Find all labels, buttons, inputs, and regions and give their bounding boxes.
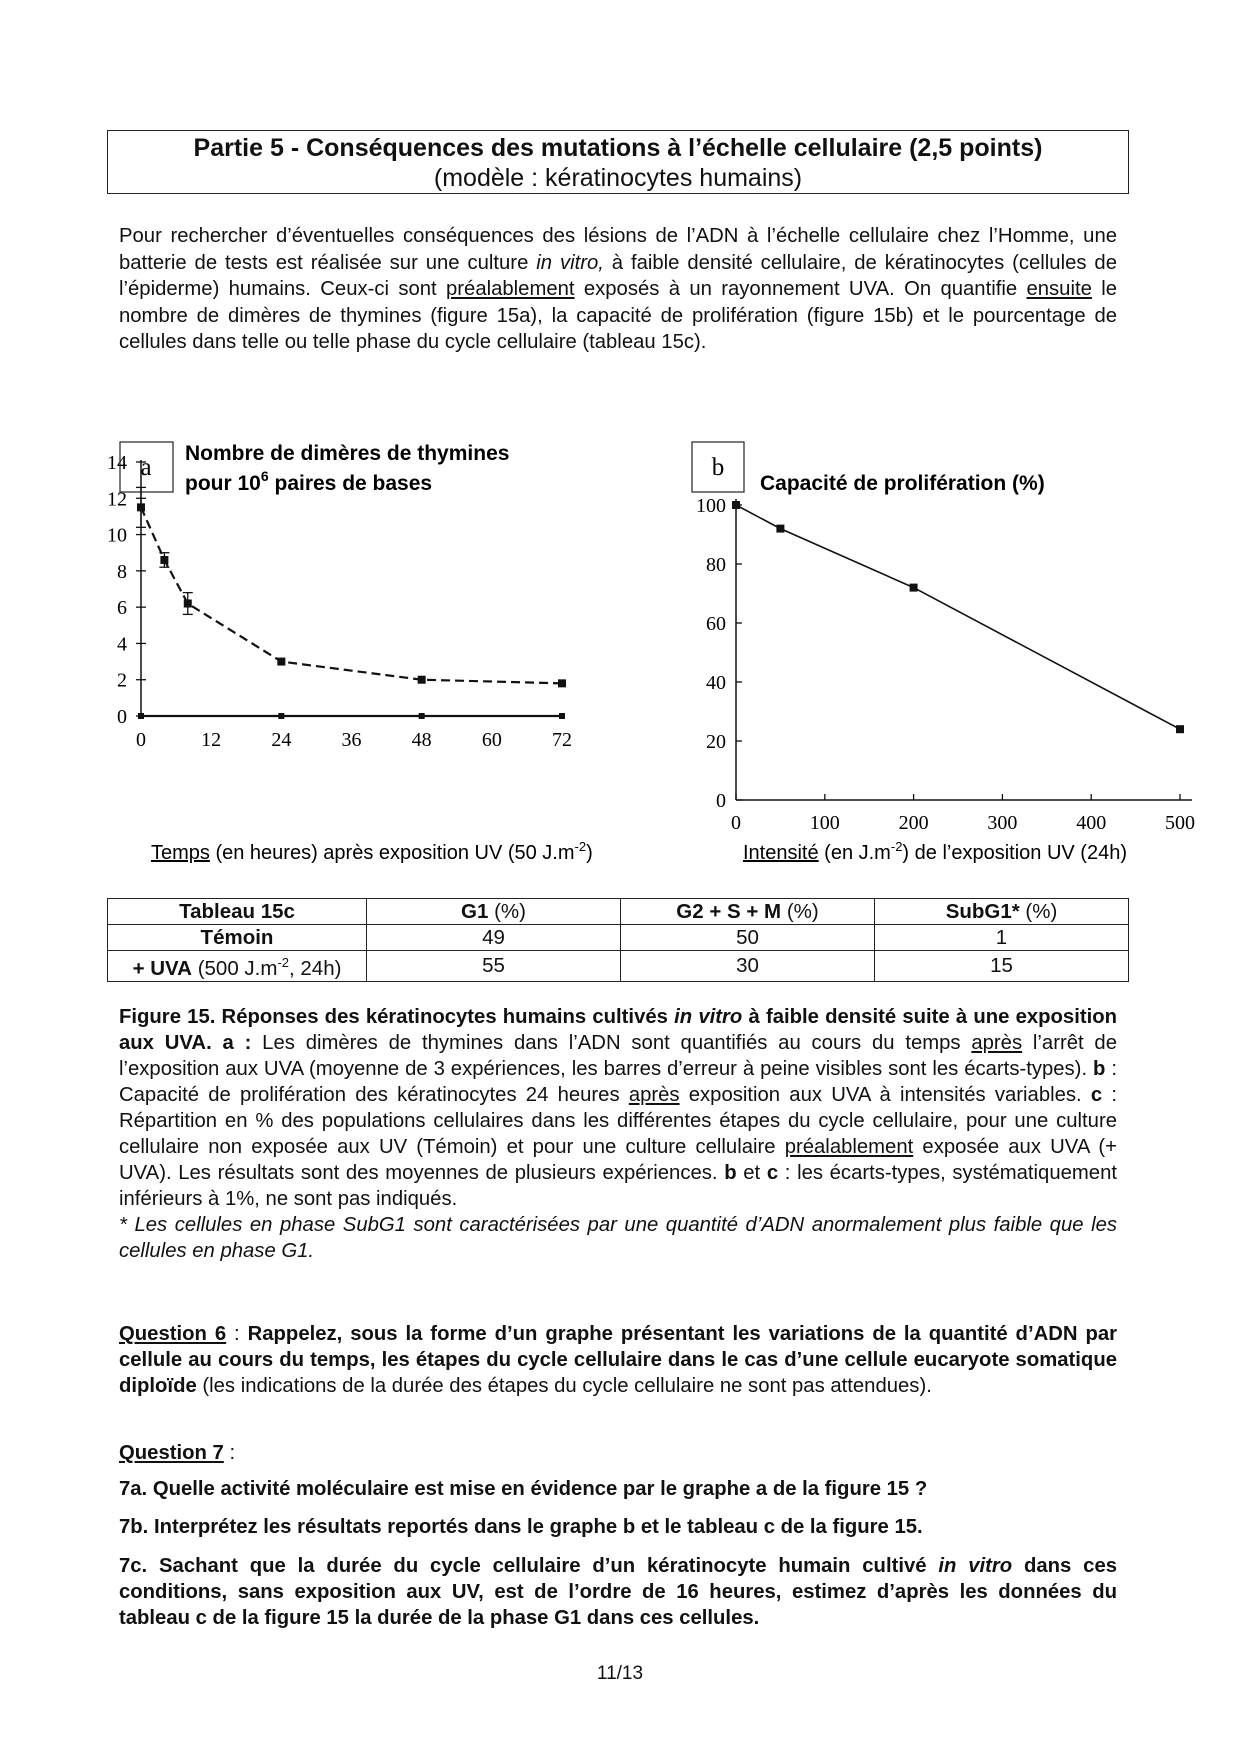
table-cell: 1 [875,925,1129,951]
table-header-cell: G1 (%) [367,899,621,925]
data-point [278,713,284,719]
intro-italic: in vitro, [536,251,604,274]
x-tick-label: 60 [481,729,502,751]
panel-label: b [711,454,725,481]
part-title-box [107,130,1129,194]
chart-a [107,430,675,870]
chart-a-xlabel: Temps (en heures) après exposition UV (50 $J.m^{-2}$) [151,839,593,864]
table-row-label: Témoin [108,925,367,951]
intro-text: Pour rechercher d’éventuelles conséquences des lésions de l’ADN à l’échelle cellulaire chez l’Homme, une batterie de tests est réalisée sur une culture [119,225,1117,274]
table-row [108,951,1129,982]
data-point [418,676,426,684]
y-tick-label: 80 [706,554,726,576]
table-header-cell: SubG1* (%) [875,899,1129,925]
intro-text: exposés à un rayonnement UVA. On quantifie [574,278,1027,301]
y-tick-label: 12 [107,488,127,511]
series-line [736,505,1180,729]
table-row-label: + UVA (500 $J.m^{-2}$, 24h) [108,951,367,982]
table-cell: 55 [367,951,621,982]
series-line-uva [141,507,562,683]
chart-b [680,430,1210,870]
caption-note: * Les cellules en phase SubG1 sont caractérisées par une quantité d’ADN anormalement plus faible que les cellules en phase G1. [119,1214,1117,1262]
data-point [558,679,566,687]
question-6: Question 6 : Rappelez, sous la forme d’un graphe présentant les variations de la quantité d’ADN par cellule au cours du temps, les étapes du cycle cellulaire dans le cas d’une cellule eucaryote somatique diploïde (les indications de la durée des étapes du cycle cellulaire ne sont pas attendues). [119,1323,1118,1397]
x-tick-label: 500 [1165,812,1195,834]
x-tick-label: 48 [411,729,432,751]
x-tick-label: 300 [987,812,1018,834]
y-tick-label: 100 [696,495,726,517]
figure-caption: Figure 15. Réponses des kératinocytes humains cultivés in vitro à faible densité suite à une exposition aux UVA. a : Les dimères de thymines dans l’ADN sont quantifiés au cours du temps après l’arrêt de l’exposition aux UVA (moyenne de 3 expériences, les barres d’erreur à peine visibles sont les écarts-types). b : Capacité de prolifération des kératinocytes 24 heures après exposition aux UVA à intensités variables. c : Répartition en % des populations cellulaires dans les différentes étapes du cycle cellulaire, pour une culture cellulaire non exposée aux UV (Témoin) et pour une culture cellulaire préalablement exposée aux UVA (+ UVA). Les résultats sont des moyennes de plusieurs expériences. b et c : les écarts-types, systématiquement inférieurs à 1%, ne sont pas indiqués. * Les cellules en phase SubG1 sont caractérisées par une quantité d’ADN anormalement plus faible que les cellules en phase G1. [119,1006,1117,1262]
intro-paragraph [119,223,1117,356]
question-7b: 7b. Interprétez les résultats reportés dans le graphe b et le tableau c de la figure 15. [119,1516,923,1538]
table-row [108,925,1129,951]
x-tick-label: 0 [136,729,146,751]
table-15c [107,898,1129,982]
y-tick-label: 14 [107,452,127,474]
chart-b-title: Capacité de prolifération (%) [760,472,1045,495]
question-7a: 7a. Quelle activité moléculaire est mise en évidence par le graphe a de la figure 15 ? [119,1478,928,1500]
panel-label: a [140,454,152,481]
x-tick-label: 0 [731,812,741,834]
data-point [184,600,192,608]
y-tick-label: 4 [117,633,127,656]
x-tick-label: 200 [898,812,929,834]
data-point [1176,725,1184,733]
y-tick-label: 2 [117,669,127,692]
data-point [277,658,285,666]
data-point [559,713,565,719]
x-tick-label: 400 [1076,812,1107,834]
data-point [776,525,784,533]
x-tick-label: 72 [552,729,572,751]
data-point [419,713,425,719]
question-7-label: Question 7 : [119,1442,236,1464]
y-tick-label: 60 [706,613,726,635]
table-header-cell: Tableau 15c [108,899,367,925]
page-number: 11/13 [596,1663,644,1684]
intro-underline: ensuite [1026,278,1092,301]
table-header-row [108,899,1129,925]
part-subtitle: (modèle : kératinocytes humains) [433,164,803,192]
chart-a-title-line1: Nombre de dimères de thymines [185,442,510,465]
intro-text: à faible densité cellulaire, de kératinocytes (cellules de l’épiderme) humains. Ceux-ci sont [119,251,1117,301]
intro-underline: préalablement [446,278,575,301]
data-point [160,556,168,564]
table-cell: 15 [875,951,1129,982]
y-tick-label: 20 [706,731,726,753]
x-tick-label: 100 [809,812,840,834]
part-title: Partie 5 - Conséquences des mutations à l’échelle cellulaire (2,5 points) [193,134,1043,162]
y-tick-label: 10 [107,524,127,547]
x-tick-label: 36 [341,729,362,751]
y-tick-label: 40 [706,672,726,694]
question-7c: 7c. Sachant que la durée du cycle cellulaire d’un kératinocyte humain cultivé in vitro dans ces conditions, sans exposition aux UV, est de l’ordre de 16 heures, estimez d’après les données du tableau c de la figure 15 la durée de la phase G1 dans ces cellules. [119,1555,1118,1629]
data-point [138,713,144,719]
y-tick-label: 8 [117,560,127,583]
data-point [910,584,918,592]
table-cell: 30 [621,951,875,982]
data-point [137,503,145,511]
chart-a-title-line2: pour $10^6$ paires de bases [185,468,433,495]
x-tick-label: 24 [271,729,292,751]
y-tick-label: 0 [716,790,726,812]
y-tick-label: 6 [117,597,127,620]
table-header-cell: G2 + S + M (%) [621,899,875,925]
data-point [732,501,740,509]
chart-b-xlabel: Intensité (en $J.m^{-2}$) de l’exposition UV (24h) [743,839,1127,864]
table-cell: 49 [367,925,621,951]
intro-text: le nombre de dimères de thymines (figure 15a), la capacité de prolifération (figure 15b) et le pourcentage de cellules dans telle ou telle phase du cycle cellulaire (tableau 15c). [119,278,1118,354]
y-tick-label: 0 [117,706,127,728]
x-tick-label: 12 [201,729,222,751]
table-cell: 50 [621,925,875,951]
